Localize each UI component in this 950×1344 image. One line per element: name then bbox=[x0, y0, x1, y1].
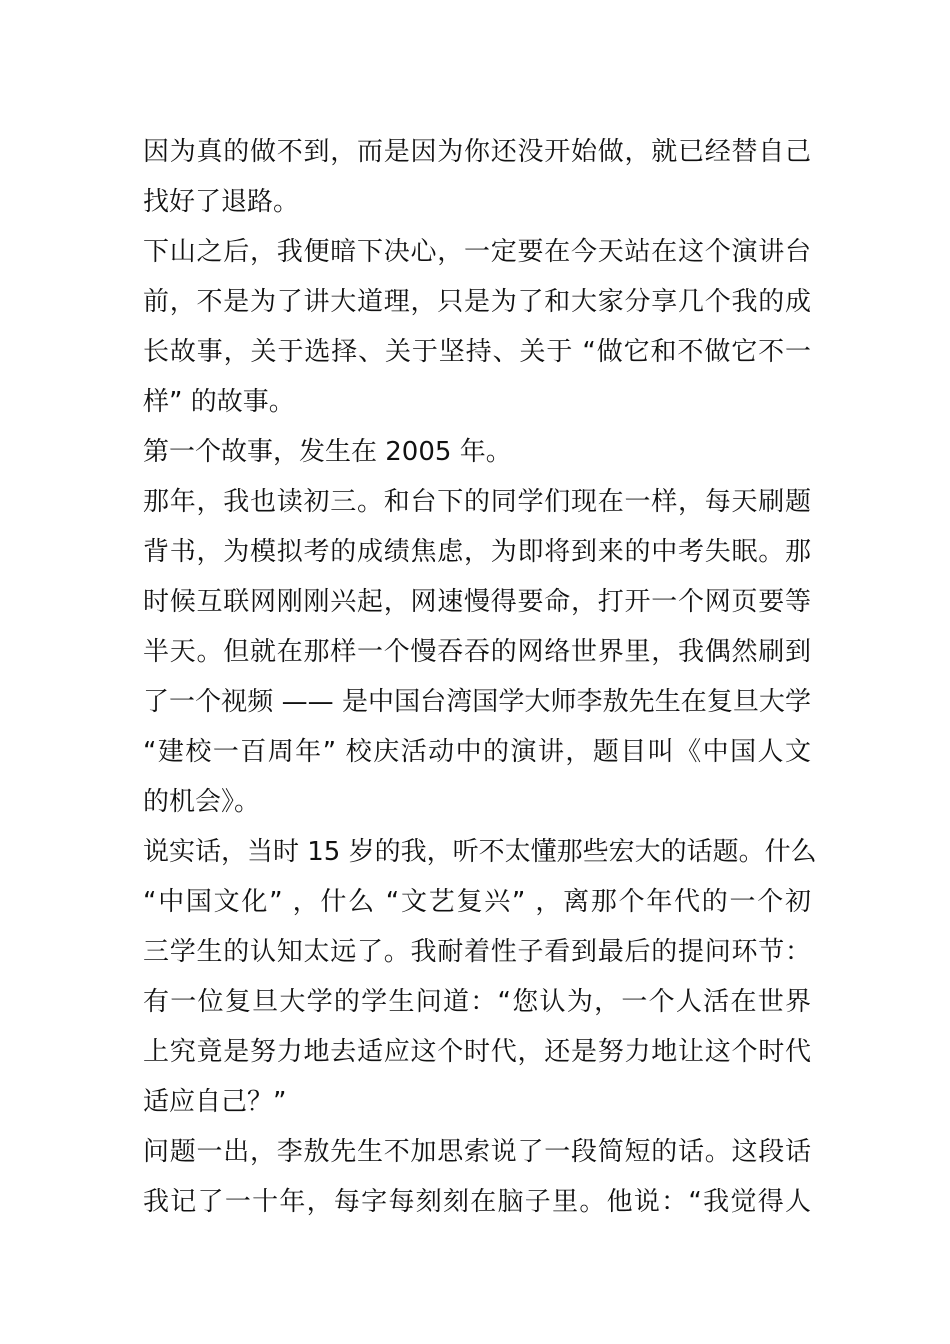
text-line: 因为真的做不到，而是因为你还没开始做，就已经替自己 bbox=[143, 137, 811, 167]
text-line: 那年，我也读初三。和台下的同学们现在一样，每天刷题 bbox=[143, 487, 811, 517]
text-line: 第一个故事，发生在 2005 年。 bbox=[143, 437, 512, 467]
text-line: 时候互联网刚刚兴起，网速慢得要命，打开一个网页要等 bbox=[143, 587, 811, 617]
document-body bbox=[143, 127, 817, 1227]
text-line: 长故事，关于选择、关于坚持、关于 “做它和不做它不一 bbox=[143, 337, 811, 367]
text-line: 前，不是为了讲大道理，只是为了和大家分享几个我的成 bbox=[143, 287, 811, 317]
text-line: 下山之后，我便暗下决心，一定要在今天站在这个演讲台 bbox=[143, 237, 811, 267]
text-line: 问题一出，李敖先生不加思索说了一段简短的话。这段话 bbox=[143, 1137, 811, 1167]
text-line: 找好了退路。 bbox=[143, 187, 300, 217]
text-line: 我记了一十年，每字每刻刻在脑子里。他说：“我觉得人 bbox=[143, 1187, 811, 1217]
text-line: 上究竟是努力地去适应这个时代，还是努力地让这个时代 bbox=[143, 1037, 811, 1067]
text-line: “建校一百周年” 校庆活动中的演讲，题目叫《中国人文 bbox=[143, 737, 811, 767]
text-line: 背书，为模拟考的成绩焦虑，为即将到来的中考失眠。那 bbox=[143, 537, 811, 567]
text-line: 有一位复旦大学的学生问道：“您认为，一个人活在世界 bbox=[143, 987, 811, 1017]
text-line: “中国文化” ，什么 “文艺复兴” ，离那个年代的一个初 bbox=[143, 887, 811, 917]
text-line: 了一个视频 —— 是中国台湾国学大师李敖先生在复旦大学 bbox=[143, 687, 811, 717]
text-line: 样” 的故事。 bbox=[143, 387, 295, 417]
text-line: 的机会》。 bbox=[143, 787, 261, 817]
text-line: 适应自己？” bbox=[143, 1087, 287, 1117]
text-line: 半天。但就在那样一个慢吞吞的网络世界里，我偶然刷到 bbox=[143, 637, 811, 667]
text-line: 三学生的认知太远了。我耐着性子看到最后的提问环节： bbox=[143, 937, 811, 967]
text-line: 说实话，当时 15 岁的我，听不太懂那些宏大的话题。什么 bbox=[143, 837, 817, 867]
